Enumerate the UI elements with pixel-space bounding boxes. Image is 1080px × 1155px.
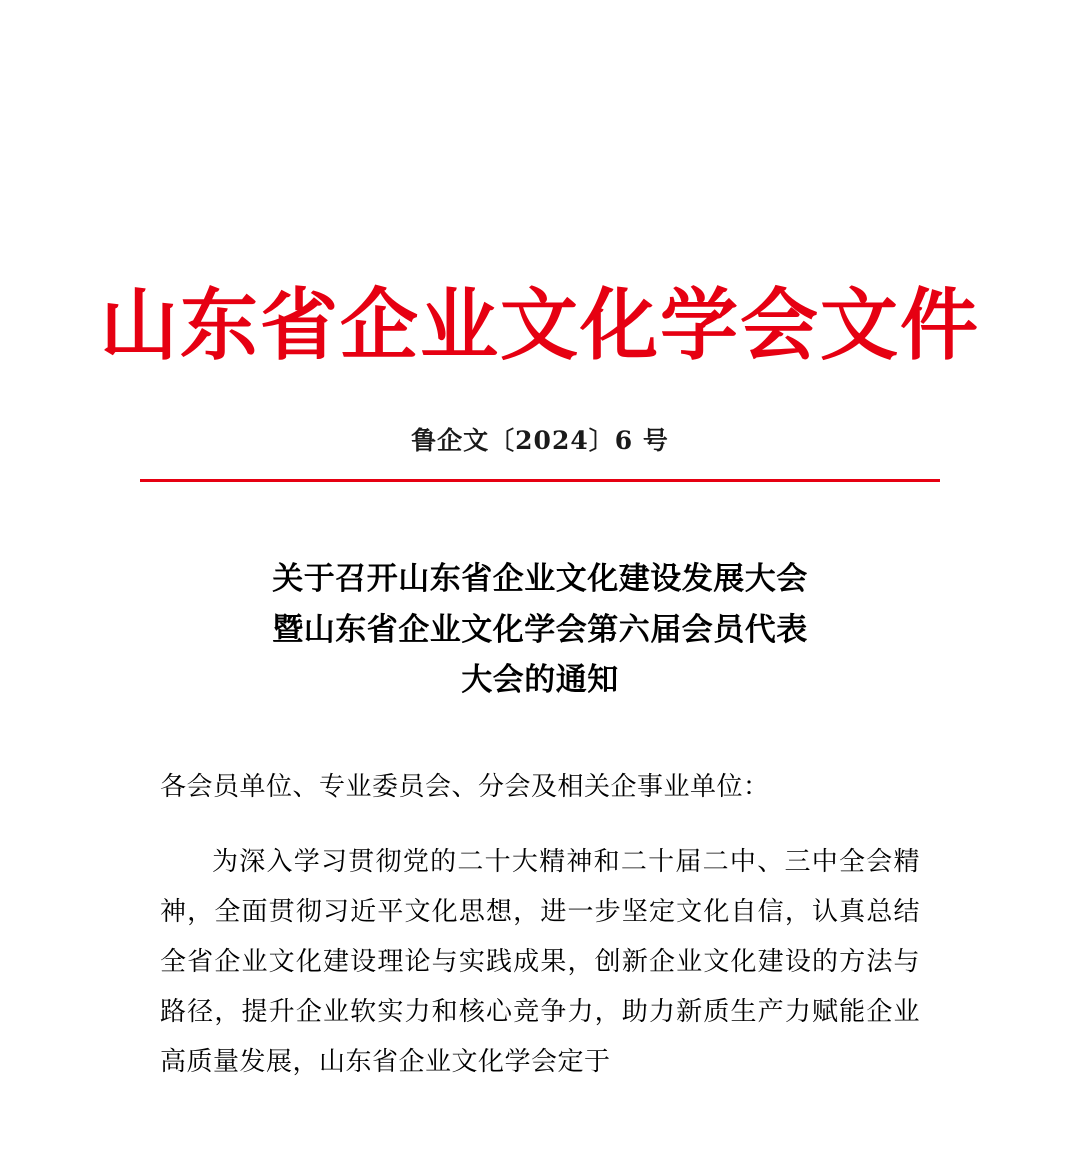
subject-line-2: 暨山东省企业文化学会第六届会员代表 bbox=[272, 611, 808, 648]
document-subject-title bbox=[160, 554, 920, 705]
subject-line-1: 关于召开山东省企业文化建设发展大会 bbox=[272, 561, 808, 598]
letterhead bbox=[0, 0, 1080, 369]
salutation: 各会员单位、专业委员会、分会及相关企事业单位： bbox=[160, 772, 770, 803]
body-paragraph-1: 为深入学习贯彻党的二十大精神和二十届二中、三中全会精神，全面贯彻习近平文化思想，进一步坚定文化自信，认真总结全省企业文化建设理论与实践成果，创新企业文化建设的方法与路径，提升企业软实力和核心竞争力，助力新质生产力赋能企业高质量发展，山东省企业文化学会定于 bbox=[160, 847, 920, 1078]
document-body bbox=[160, 482, 920, 1088]
document-number: 鲁企文〔2024〕6 号 bbox=[411, 426, 669, 456]
subject-line-3: 大会的通知 bbox=[461, 661, 619, 698]
letterhead-title: 山东省企业文化学会文件 bbox=[99, 280, 980, 371]
